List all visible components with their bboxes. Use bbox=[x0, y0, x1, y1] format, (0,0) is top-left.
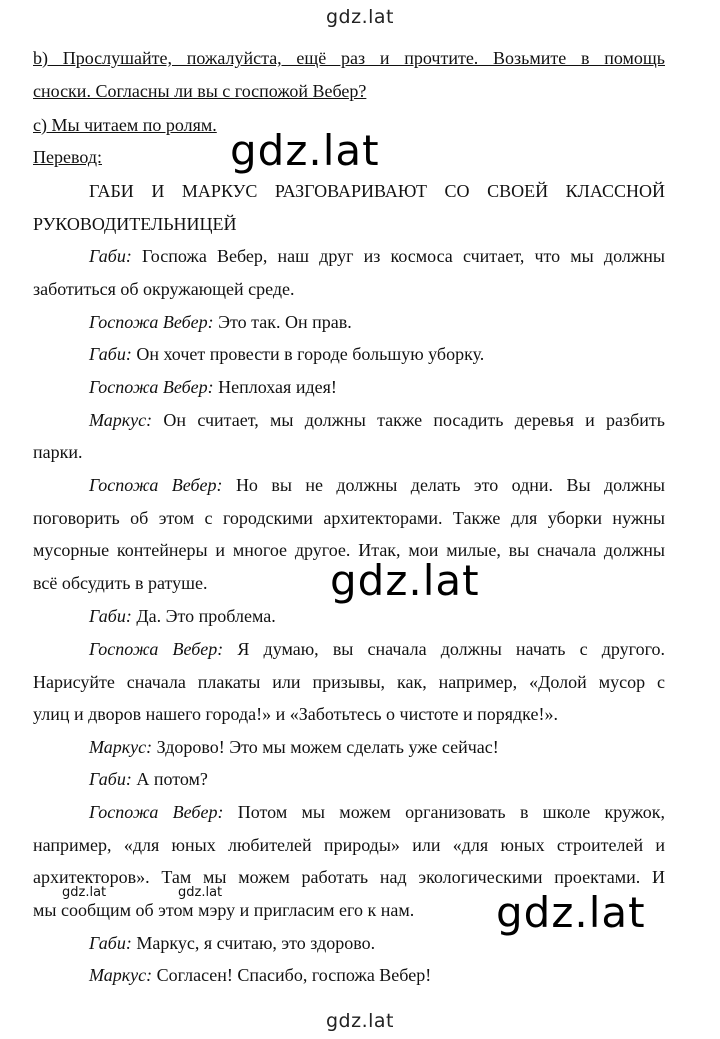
watermark-small: gdz.lat bbox=[178, 885, 223, 900]
dialogue-line: улиц и дворов нашего города!» и «Заботьтесь о чистоте и порядке!». bbox=[33, 704, 558, 724]
dialogue-line bbox=[33, 801, 665, 823]
dialogue-line: Нарисуйте сначала плакаты или призывы, как, например, «Долой мусор с bbox=[33, 672, 665, 692]
dialogue-heading-line-1: ГАБИ И МАРКУС РАЗГОВАРИВАЮТ СО СВОЕЙ КЛАССНОЙ bbox=[89, 181, 665, 201]
dialogue-line: архитекторов». Там мы можем работать над экологическими проектами. И bbox=[33, 867, 665, 887]
speaker-name: Маркус: bbox=[89, 965, 153, 985]
replica-text: А потом? bbox=[136, 769, 208, 789]
replica-text: Согласен! Спасибо, госпожа Вебер! bbox=[156, 965, 432, 985]
speaker-name: Габи: bbox=[89, 246, 132, 266]
task-b-line-2: сноски. Согласны ли вы с госпожой Вебер? bbox=[33, 81, 367, 101]
replica-text: Он считает, мы должны также посадить деревья и разбить bbox=[163, 410, 666, 430]
speaker-name: Маркус: bbox=[89, 410, 153, 430]
dialogue-line: например, «для юных любителей природы» или «для юных строителей и bbox=[33, 835, 665, 855]
replica-text: Здорово! Это мы можем сделать уже сейчас! bbox=[156, 737, 499, 757]
dialogue-line: поговорить об этом с городскими архитекторами. Также для уборки нужны bbox=[33, 508, 665, 528]
replica-text: Он хочет провести в городе большую уборку. bbox=[136, 344, 485, 364]
dialogue-line bbox=[33, 474, 665, 496]
watermark-small: gdz.lat bbox=[62, 885, 107, 900]
speaker-name: Маркус: bbox=[89, 737, 153, 757]
speaker-name: Госпожа Вебер: bbox=[89, 377, 214, 397]
speaker-name: Габи: bbox=[89, 344, 132, 364]
replica-text: Маркус, я считаю, это здорово. bbox=[136, 933, 376, 953]
dialogue-line bbox=[33, 736, 665, 758]
task-b-line-1: b) Прослушайте, пожалуйста, ещё раз и прочтите. Возьмите в помощь bbox=[33, 48, 665, 68]
dialogue-line: заботиться об окружающей среде. bbox=[33, 279, 295, 299]
replica-text: Это так. Он прав. bbox=[218, 312, 352, 332]
dialogue-line bbox=[33, 409, 665, 431]
watermark-large: gdz.lat bbox=[330, 556, 480, 605]
watermark-bottom: gdz.lat bbox=[325, 1010, 394, 1032]
watermark-top: gdz.lat bbox=[325, 6, 394, 28]
speaker-name: Госпожа Вебер: bbox=[89, 312, 214, 332]
dialogue-line bbox=[33, 768, 665, 790]
speaker-name: Госпожа Вебер: bbox=[89, 475, 223, 495]
dialogue-line: мы сообщим об этом мэру и пригласим его к нам. bbox=[33, 900, 415, 920]
dialogue-line bbox=[33, 311, 665, 333]
dialogue-line: всё обсудить в ратуше. bbox=[33, 573, 208, 593]
dialogue-line bbox=[33, 376, 665, 398]
dialogue-heading-line-2: РУКОВОДИТЕЛЬНИЦЕЙ bbox=[33, 214, 237, 234]
speaker-name: Габи: bbox=[89, 933, 132, 953]
dialogue-line bbox=[33, 245, 665, 267]
replica-text: Да. Это проблема. bbox=[136, 606, 276, 626]
replica-text: Но вы не должны делать это одни. Вы должны bbox=[235, 475, 666, 495]
task-c: c) Мы читаем по ролям. bbox=[33, 115, 217, 135]
speaker-name: Габи: bbox=[89, 769, 132, 789]
speaker-name: Госпожа Вебер: bbox=[89, 639, 224, 659]
speaker-name: Госпожа Вебер: bbox=[89, 802, 224, 822]
watermark-large: gdz.lat bbox=[496, 888, 646, 937]
translation-label: Перевод: bbox=[33, 147, 102, 167]
speaker-name: Габи: bbox=[89, 606, 132, 626]
replica-text: Неплохая идея! bbox=[218, 377, 337, 397]
dialogue-line bbox=[33, 343, 665, 365]
dialogue-line bbox=[33, 964, 665, 986]
dialogue-line bbox=[33, 638, 665, 660]
dialogue-line bbox=[33, 605, 665, 627]
replica-text: Госпожа Вебер, наш друг из космоса считает, что мы должны bbox=[141, 246, 665, 266]
replica-text: Я думаю, вы сначала должны начать с другого. bbox=[237, 639, 666, 659]
watermark-large: gdz.lat bbox=[230, 126, 380, 175]
replica-text: Потом мы можем организовать в школе кружок, bbox=[237, 802, 665, 822]
dialogue-line: парки. bbox=[33, 442, 83, 462]
dialogue-line: мусорные контейнеры и многое другое. Итак, мои милые, вы сначала должны bbox=[33, 540, 665, 560]
